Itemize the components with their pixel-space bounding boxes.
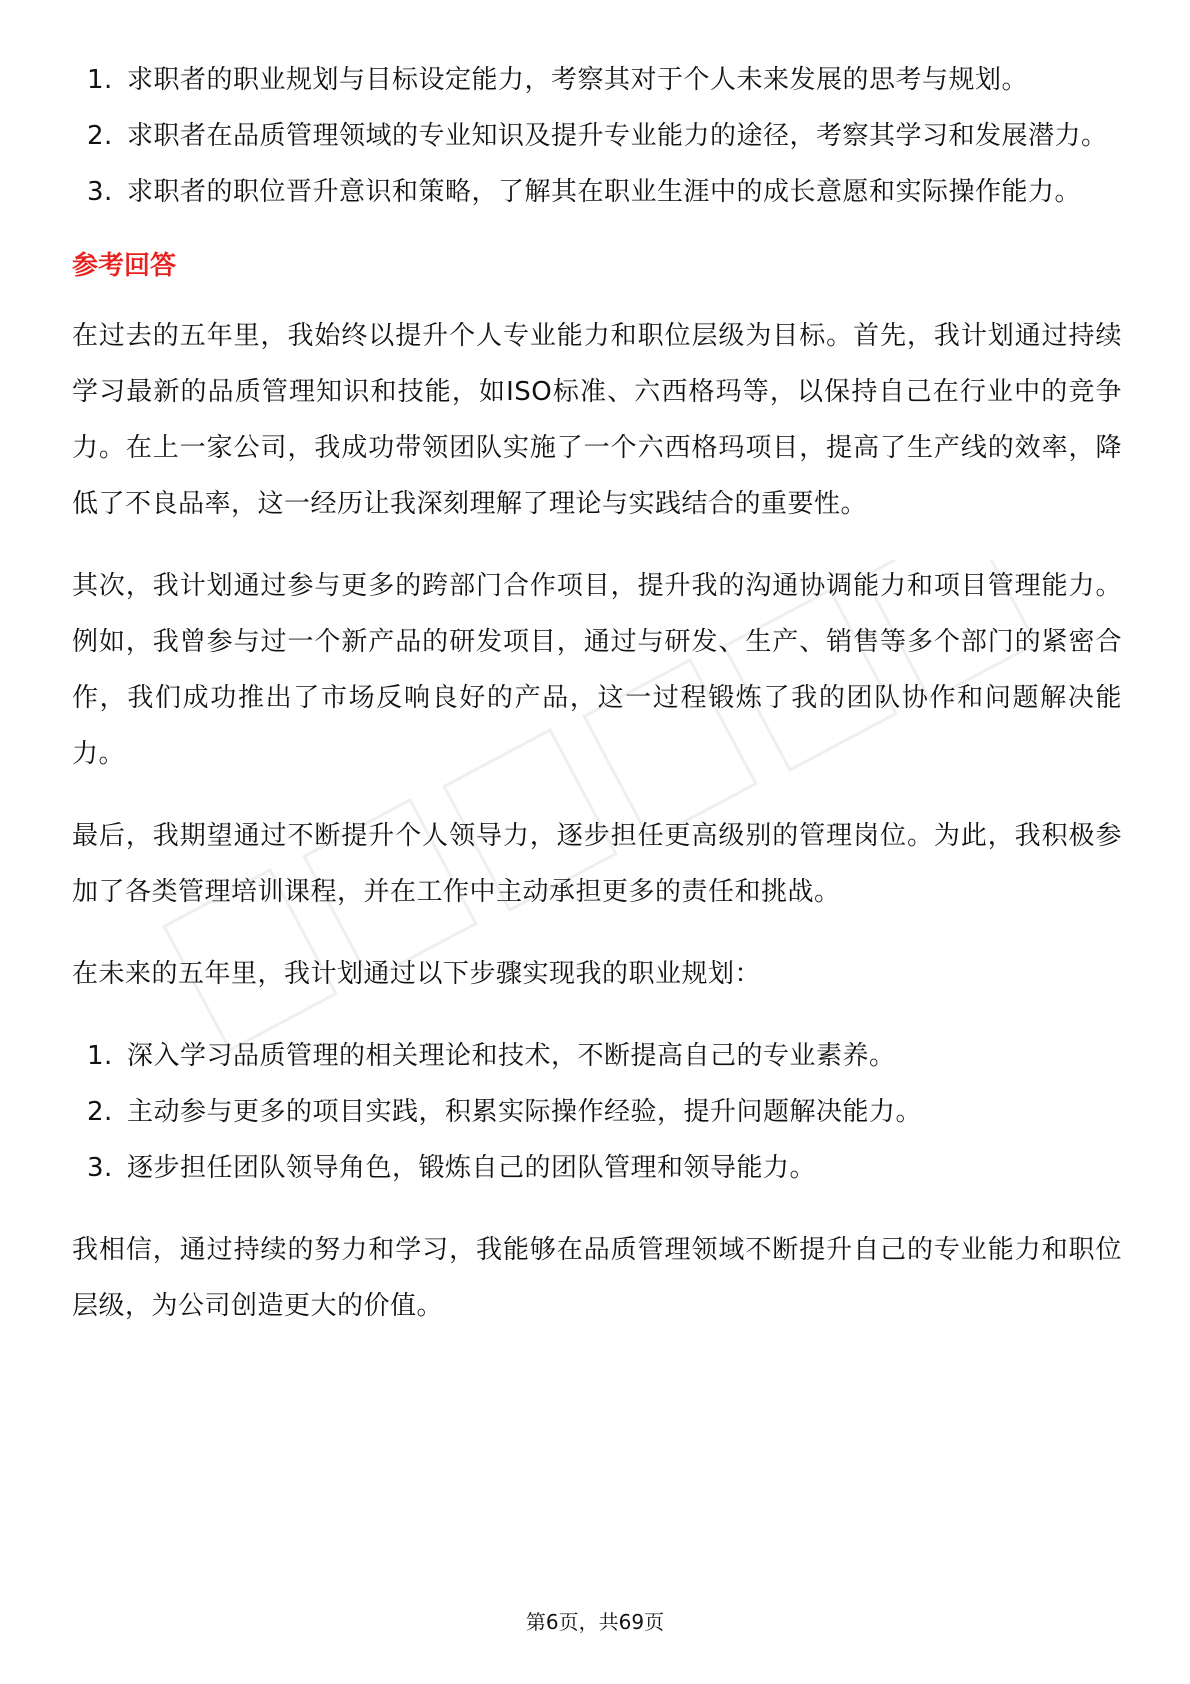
list-item (72, 1140, 1122, 1196)
paragraph: 其次，我计划通过参与更多的跨部门合作项目，提升我的沟通协调能力和项目管理能力。例如，我曾参与过一个新产品的研发项目，通过与研发、生产、销售等多个部门的紧密合作，我们成功推出了市场反响良好的产品，这一过程锻炼了我的团队协作和问题解决能力。 (72, 571, 1122, 769)
list-text: 深入学习品质管理的相关理论和技术，不断提高自己的专业素养。 (127, 1041, 896, 1071)
list-item (72, 1028, 1122, 1084)
steps-list (72, 1028, 1122, 1196)
list-text: 求职者的职业规划与目标设定能力，考察其对于个人未来发展的思考与规划。 (127, 65, 1029, 95)
list-item (72, 52, 1122, 108)
list-item (72, 108, 1122, 164)
paragraph: 在过去的五年里，我始终以提升个人专业能力和职位层级为目标。首先，我计划通过持续学习最新的品质管理知识和技能，如ISO标准、六西格玛等，以保持自己在行业中的竞争力。在上一家公司，我成功带领团队实施了一个六西格玛项目，提高了生产线的效率，降低了不良品率，这一经历让我深刻理解了理论与实践结合的重要性。 (72, 321, 1122, 519)
paragraph: 在未来的五年里，我计划通过以下步骤实现我的职业规划： (72, 959, 762, 989)
list-number: 3. (87, 177, 113, 207)
page-footer: 第6页，共69页 (525, 1610, 665, 1634)
list-number: 2. (87, 121, 113, 151)
list-number: 1. (87, 65, 113, 95)
question-list (72, 52, 1122, 220)
list-number: 3. (87, 1153, 113, 1183)
list-text: 逐步担任团队领导角色，锻炼自己的团队管理和领导能力。 (127, 1153, 817, 1183)
closing-paragraph: 我相信，通过持续的努力和学习，我能够在品质管理领域不断提升自己的专业能力和职位层级，为公司创造更大的价值。 (72, 1235, 1122, 1321)
list-text: 主动参与更多的项目实践，积累实际操作经验，提升问题解决能力。 (127, 1097, 923, 1127)
paragraph: 最后，我期望通过不断提升个人领导力，逐步担任更高级别的管理岗位。为此，我积极参加了各类管理培训课程，并在工作中主动承担更多的责任和挑战。 (72, 821, 1122, 907)
section-title: 参考回答 (72, 251, 177, 281)
list-number: 2. (87, 1097, 113, 1127)
list-item (72, 164, 1122, 220)
list-text: 求职者的职位晋升意识和策略，了解其在职业生涯中的成长意愿和实际操作能力。 (127, 177, 1082, 207)
list-text: 求职者在品质管理领域的专业知识及提升专业能力的途径，考察其学习和发展潜力。 (127, 121, 1108, 151)
list-number: 1. (87, 1041, 113, 1071)
list-item (72, 1084, 1122, 1140)
document-content (72, 52, 1122, 1360)
